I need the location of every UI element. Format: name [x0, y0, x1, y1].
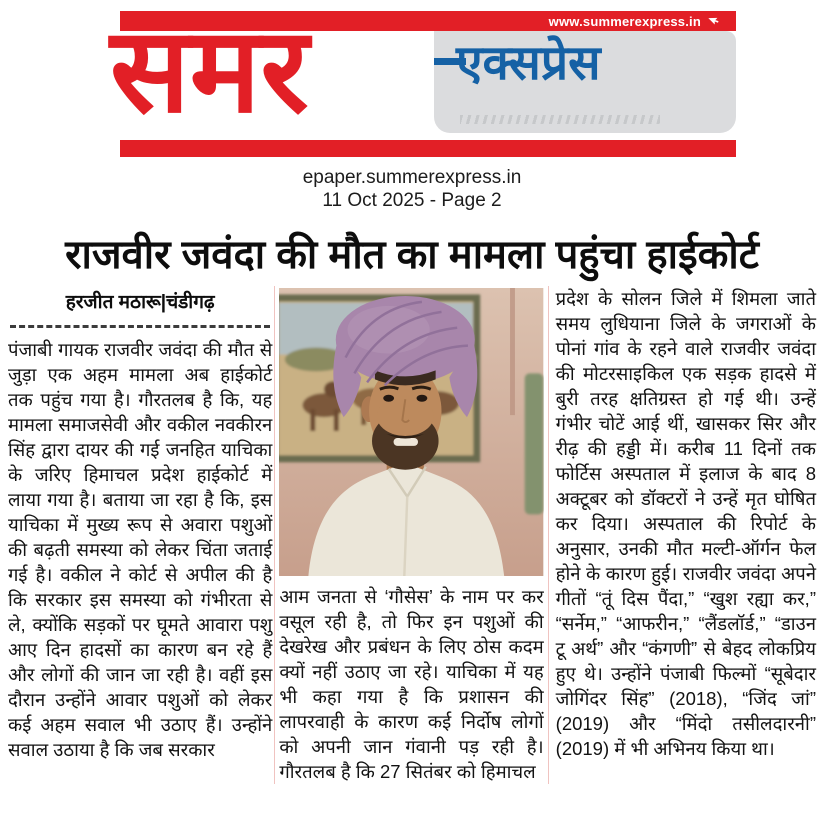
byline: हरजीत मठारू|चंडीगढ़	[65, 292, 215, 313]
person-eye-left	[384, 395, 395, 402]
byline-separator	[10, 325, 270, 328]
masthead-logo-sub-box	[434, 31, 736, 133]
epaper-date-page: 11 Oct 2025 - Page 2	[322, 190, 502, 211]
article-column-right-container	[551, 286, 816, 784]
epaper-domain: epaper.summerexpress.in	[302, 167, 522, 188]
article-column-middle-container	[274, 286, 548, 784]
website-url-link[interactable]: www.summerexpress.in	[548, 13, 701, 29]
article-photo	[279, 288, 543, 576]
article-body	[0, 286, 824, 784]
photo-door-frame	[510, 288, 515, 415]
cursor-arrow-icon	[708, 15, 720, 27]
article-text-right: प्रदेश के सोलन जिले में शिमला जाते समय लुधियाना जिले के जगराओं के पोनां गांव के रहने वाले राजवीर जवंदा की मोटरसाइकिल एक सड़क हादसे में बुरी तरह क्षतिग्रस्त हो गई थी। उन्हें गंभीर चोटें आई थीं, खासकर सिर और रीढ़ की हड्डी में। करीब 11 दिनों तक फोर्टिस अस्पताल में इलाज के बाद 8 अक्टूबर को डॉक्टरों ने उन्हें मृत घोषित कर दिया। अस्पताल की रिपोर्ट के अनुसार, उनकी मौत मल्टी-ऑर्गन फेल होने के कारण हुई। राजवीर जवंदा अपने गीतों “तूं दिस पैंदा,” “खुश रह्या कर,” “सर्नेम,” “आफरीन,” “लैंडलॉर्ड,” “डाउन टू अर्थ” और “कंगणी” से बेहद लोकप्रिय हुए थे। उन्होंने पंजाबी फिल्मों “सूबेदार जोगिंदर सिंह” (2018), “जिंद जां” (2019) और “मिंदो तसीलदारनी” (2019) में भी अभिनय किया था।	[555, 288, 816, 759]
article-text-left: पंजाबी गायक राजवीर जवंदा की मौत से जुड़ा एक अहम मामला अब हाईकोर्ट तक पहुंच गया है। गौरतलब है कि, यह मामला समाजसेवी और वकील नवकीरन सिंह द्वारा दायर की गई जनहित याचिका के जरिए हिमाचल प्रदेश हाईकोर्ट में लाया गया है। बताया जा रहा है कि, इस याचिका में मुख्य रूप से अवारा पशुओं की बढ़ती समस्या को लेकर चिंता जताई गई है। वकील ने कोर्ट से अपील की है कि सरकार इस समस्या को गंभीरता से ले, क्योंकि सड़कों पर घूमते आवारा पशु आए दिन हादसों का कारण बन रहे हैं और लोगों की जान जा रही है। वहीं इस दौरान उन्होंने आवार पशुओं को लेकर कई अहम सवाल भी उठाए हैं। उन्होंने सवाल उठाया है कि जब सरकार	[8, 339, 273, 760]
painting-horse-leg	[311, 409, 316, 431]
article-text-middle: आम जनता से ‘गौसेस’ के नाम पर कर वसूल रही है, तो फिर इन पशुओं की देखरेख और प्रबंधन के लिए ठोस कदम क्यों नहीं उठाए जा रहे। याचिका में यह भी कहा गया है कि प्रशासन की लापरवाही के कारण कई निर्दोष लोगों को अपनी जान गंवानी पड़ रही है। गौरतलब है कि 27 सितंबर को हिमाचल	[279, 586, 544, 782]
chevron-pattern	[460, 115, 660, 124]
photo-illustration	[279, 288, 543, 576]
article-headline: राजवीर जवंदा की मौत का मामला पहुंचा हाईकोर्ट	[65, 233, 759, 277]
epaper-meta	[0, 166, 824, 212]
article-column-left-container	[8, 286, 272, 784]
masthead-bottom-bar	[120, 140, 736, 157]
masthead-logo-sub: एक्सप्रेस	[456, 37, 601, 90]
painting-horse-leg	[334, 409, 339, 431]
masthead-logo-hindi: समर	[110, 5, 309, 137]
person-eye-right	[417, 395, 428, 402]
person-smile	[394, 438, 418, 446]
masthead	[0, 0, 824, 160]
photo-green-curtain	[525, 373, 544, 514]
